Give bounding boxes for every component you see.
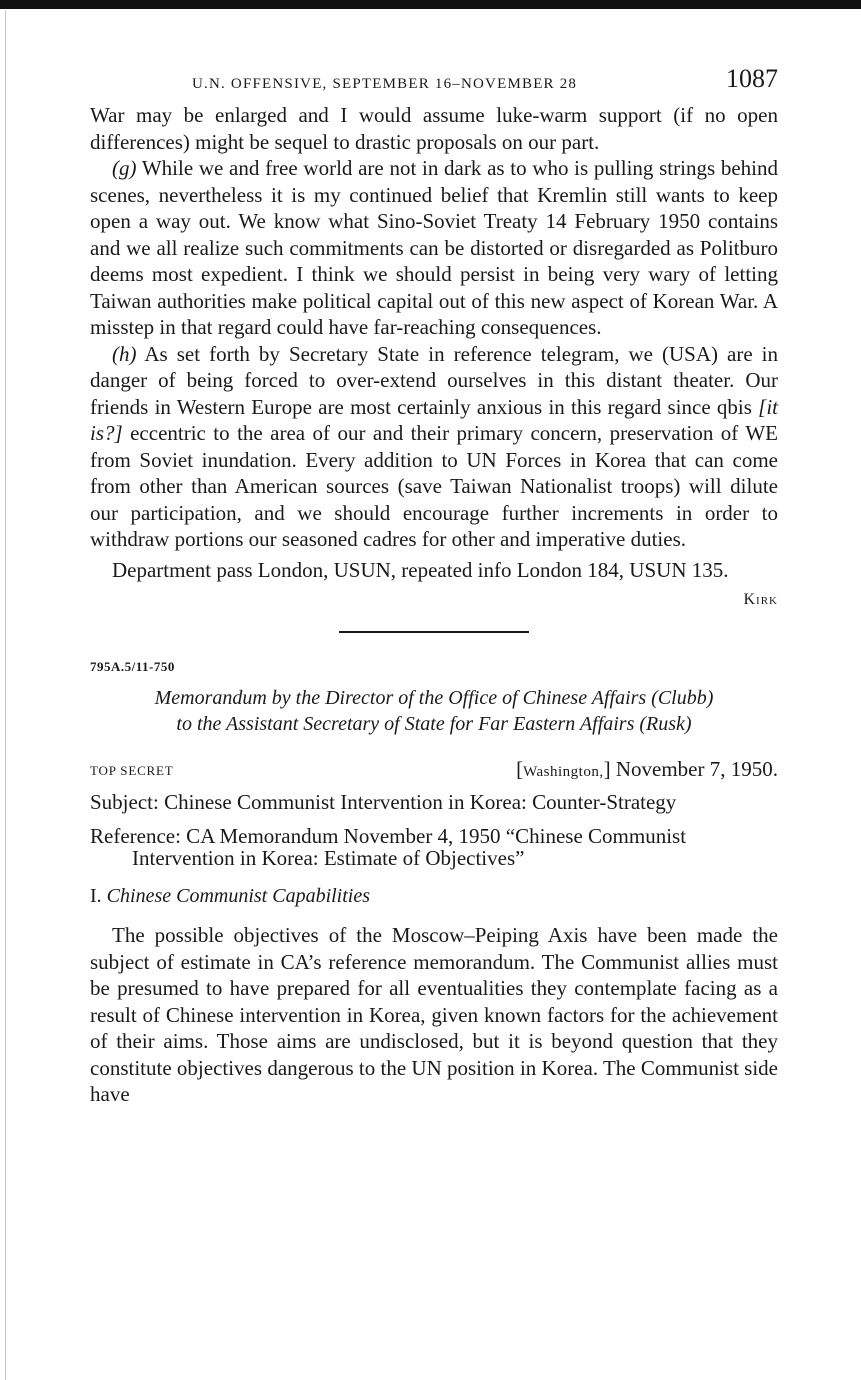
date-place: Washington,	[523, 764, 604, 780]
section-heading	[90, 885, 778, 908]
section-separator	[339, 631, 529, 633]
dateline	[90, 757, 778, 787]
page-number: 1087	[726, 64, 778, 93]
top-edge-rule	[0, 0, 861, 9]
editorial-bracket: [it is?]	[90, 394, 778, 445]
paragraph-h-label: (h)	[112, 341, 137, 366]
page-left-edge	[5, 10, 6, 1380]
running-title: U.N. OFFENSIVE, SEPTEMBER 16–NOVEMBER 28	[192, 76, 578, 92]
paragraph-h-text-1: As set forth by Secretary State in reference telegram, we (USA) are in danger of being forced to over-extend ourselves in this distant theater. Our friends in Western Europe are most certainly anxious in this regard since qbis	[90, 341, 778, 419]
section-title: Chinese Communist Capabilities	[106, 885, 371, 907]
paragraph-g-label: (g)	[112, 156, 137, 180]
paragraph-g	[90, 155, 778, 341]
paragraph-h	[90, 341, 778, 553]
memo-title	[90, 685, 778, 737]
paragraph-h-text-2: eccentric to the area of our and their primary concern, preservation of WE from Soviet inundation. Every addition to UN Forces in Korea that can come from other than American sources (save Taiwan Nationalist troops) will dilute our participation, and we should encourage further increments in order to withdraw portions our seasoned cadres for other and imperative duties.	[90, 421, 778, 551]
section-number: I.	[90, 885, 102, 907]
paragraph-pass: Department pass London, USUN, repeated info London 184, USUN 135.	[112, 557, 729, 582]
running-header	[90, 62, 778, 102]
subject-line: Subject: Chinese Communist Intervention in Korea: Counter-Strategy	[90, 790, 677, 814]
memo-date	[516, 757, 778, 782]
memo-body-paragraph: The possible objectives of the Moscow–Peiping Axis have been made the subject of estimate in CA’s reference memorandum. The Communist allies must be presumed to have prepared for all eventualities they contemplate facing as a result of Chinese intervention in Korea, given known factors for the achievement of their aims. Those aims are undisclosed, but it is beyond question that they constitute objectives dangerous to the UN position in Korea. The Communist side have	[90, 923, 778, 1106]
document-page	[90, 62, 778, 1108]
paragraph-continuation: War may be enlarged and I would assume luke-warm support (if no open differences) might be sequel to drastic proposals on our part.	[90, 103, 778, 154]
memo-title-line-2: to the Assistant Secretary of State for Far Eastern Affairs (Rusk)	[176, 713, 692, 735]
document-id: 795A.5/11-750	[90, 659, 175, 674]
classification: TOP SECRET	[90, 763, 174, 778]
date-bracket-open: [	[516, 757, 524, 781]
memo-title-line-1: Memorandum by the Director of the Office of Chinese Affairs (Clubb)	[154, 687, 714, 709]
reference-line: Reference: CA Memorandum November 4, 1950 “Chinese Communist Intervention in Korea: Estimate of Objectives”	[90, 824, 687, 870]
signature: Kirk	[743, 591, 778, 608]
paragraph-g-text: While we and free world are not in dark as to who is pulling strings behind scenes, nevertheless it is my continued belief that Kremlin still wants to keep open a way out. We know what Sino-Soviet Treaty 14 February 1950 contains and we all realize such commitments can be distorted or disregarded as Politburo deems most expedient. I think we should persist in being very wary of letting Taiwan authorities make political capital out of this new aspect of Korean War. A misstep in that regard could have far-reaching consequences.	[90, 156, 778, 339]
date-text: ] November 7, 1950.	[603, 757, 778, 781]
